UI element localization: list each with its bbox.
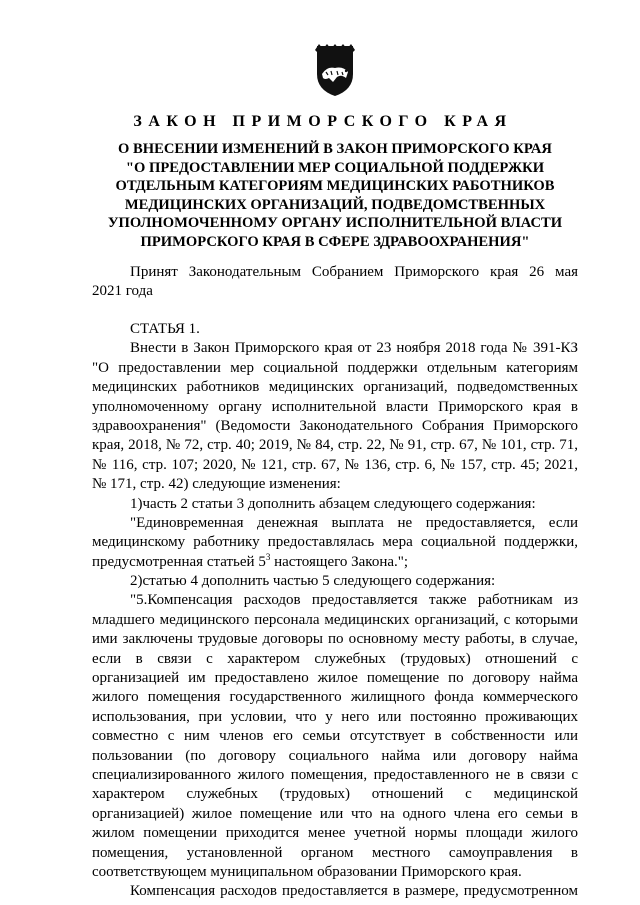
text-line: жилого помещения государственного жилищного фонда коммерческого (92, 689, 578, 706)
text-line: специализированного жилого помещения, предоставленного не в связи с (92, 766, 578, 783)
text-line: здравоохранения" (Ведомости Законодательного Собрания Приморского (92, 417, 578, 434)
text-line: края, 2018, № 72, стр. 40; 2019, № 84, стр. 22, № 91, стр. 67, № 101, стр. 71, (92, 437, 578, 454)
text-line: пользовании (по договору социального найма или договору найма (92, 747, 578, 764)
law-heading (92, 140, 578, 251)
text-line: организацией им предоставлено жилое помещение по договору найма (92, 670, 578, 687)
text-line: организацией) жилое помещение или что на одного члена его семьи в (92, 805, 578, 822)
text-line: "5.Компенсация расходов предоставляется также работникам из (130, 592, 578, 609)
heading-line: УПОЛНОМОЧЕННОМУ ОРГАНУ ИСПОЛНИТЕЛЬНОЙ ВЛАСТИ (107, 215, 563, 231)
primorsky-krai-coat-of-arms-icon (313, 44, 357, 98)
heading-line: О ВНЕСЕНИИ ИЗМЕНЕНИЙ В ЗАКОН ПРИМОРСКОГО КРАЯ (118, 141, 552, 157)
adoption-line: 2021 года (92, 283, 153, 300)
adoption-note (92, 263, 578, 302)
text-line: помещения, установленной органом местного самоуправления в (92, 844, 578, 861)
text-line: совместно с ним членов его семьи отсутствует в собственности или (92, 728, 578, 745)
text-line: медицинских работников медицинских организаций, подведомственных (92, 379, 578, 396)
text-line: Внести в Закон Приморского края от 23 ноября 2018 года № 391-КЗ (130, 340, 578, 357)
text-line: использования, при условии, что у него или постоянно проживающих (92, 708, 578, 725)
text-line: если в связи с характером служебных (трудовых) отношений с (92, 650, 578, 667)
text-line: характером служебных (трудовых) отношений с медицинской (92, 786, 578, 803)
text-line (92, 553, 578, 572)
heading-line: ПРИМОРСКОГО КРАЯ В СФЕРЕ ЗДРАВООХРАНЕНИЯ" (140, 233, 530, 250)
text-line: медицинскому работнику предоставлялась мера социальной поддержки, (92, 534, 578, 551)
text-line: 1)часть 2 статьи 3 дополнить абзацем следующего содержания: (130, 495, 536, 512)
law-title: ЗАКОН ПРИМОРСКОГО КРАЯ (133, 113, 513, 130)
heading-line: МЕДИЦИНСКИХ ОРГАНИЗАЦИЙ, ПОДВЕДОМСТВЕННЫХ (124, 196, 546, 213)
text-line: жилом помещении приходится менее учетной нормы площади жилого (92, 825, 578, 842)
text-line: № 116, стр. 107; 2020, № 121, стр. 67, № 136, стр. 6, № 157, стр. 45; 2021, (92, 456, 578, 473)
heading-line: ОТДЕЛЬНЫМ КАТЕГОРИЯМ МЕДИЦИНСКИХ РАБОТНИКОВ (115, 178, 555, 194)
text-line: ими заключены трудовые договоры по основному месту работы, в случае, (92, 631, 578, 648)
text-line: 2)статью 4 дополнить частью 5 следующего содержания: (130, 573, 496, 590)
heading-line: "О ПРЕДОСТАВЛЕНИИ МЕР СОЦИАЛЬНОЙ ПОДДЕРЖКИ (125, 159, 545, 176)
article-label: СТАТЬЯ 1. (130, 321, 200, 337)
superscript: 3 (265, 551, 271, 562)
text-line: уполномоченному органу исполнительной власти Приморского края в (92, 398, 578, 415)
article-1 (92, 320, 578, 902)
text-fragment: предусмотренная статьей 5 (92, 553, 266, 570)
text-line: "О предоставлении мер социальной поддержки отдельным категориям (92, 359, 578, 376)
text-line: "Единовременная денежная выплата не предоставляется, если (130, 514, 578, 531)
text-line: Компенсация расходов предоставляется в размере, предусмотренном (130, 883, 578, 900)
text-line: № 171, стр. 42) следующие изменения: (92, 476, 341, 493)
adoption-line: Принят Законодательным Собранием Приморского края 26 мая (130, 264, 578, 280)
text-line: соответствующем муниципальном образовании Приморского края. (92, 863, 522, 880)
text-line: младшего медицинского персонала медицинских организаций, с которыми (92, 611, 578, 628)
text-fragment: настоящего Закона."; (270, 553, 409, 570)
